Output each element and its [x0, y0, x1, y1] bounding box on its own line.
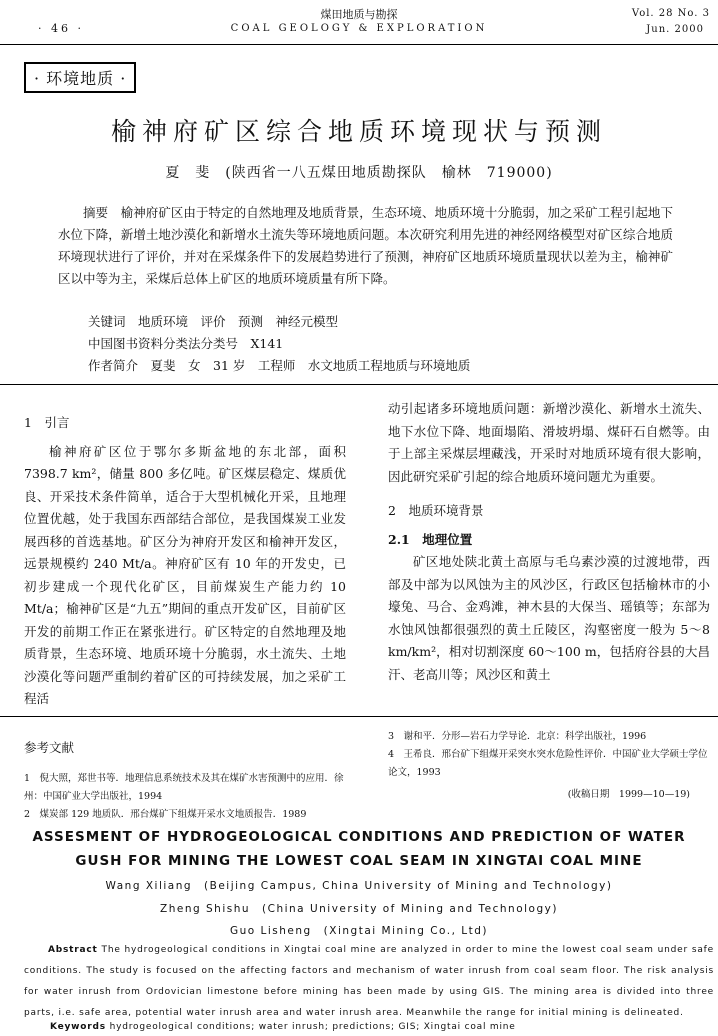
section-label: · 环境地质 ·: [24, 62, 136, 93]
left-column: [24, 412, 346, 711]
references-left: [24, 770, 354, 824]
heading-geo-background: 2 地质环境背景: [388, 503, 484, 518]
english-author-2: Zheng Shishu (China University of Mining and Technology): [160, 903, 558, 915]
english-author-3: Guo Lisheng (Xingtai Mining Co., Ltd): [229, 925, 489, 937]
journal-title-en: COAL GEOLOGY & EXPLORATION: [230, 23, 488, 34]
right-column: [388, 398, 710, 686]
intro-paragraph: 榆神府矿区位于鄂尔多斯盆地的东北部，面积 7398.7 km²，储量 800 多亿吨。矿区煤层稳定、煤质优良、开采技术条件简单，适合于大型机械化开采，且地理位置优越，处于我国东西部结合部位，是我国煤炭工业发展西移的首选基地。矿区分为神府开发区和榆神开发区，远景规模约 240 Mt/a。神府矿区有 10 年的开发史，已初步建成一个现代化矿区，目前煤炭生产能力约 10 Mt/a；榆神矿区是“九五”期间的重点开发矿区，目前矿区开发的前期工作正在紧张进行。矿区特定的自然地理及地质背景，生态环境、地质环境十分脆弱，水土流失、土地沙漠化等问题严重制约着矿区的可持续发展，加之采矿工程活: [24, 443, 346, 706]
references-divider: [0, 716, 718, 717]
references-heading: 参考文献: [24, 740, 75, 755]
heading-introduction: 1 引言: [24, 415, 70, 430]
heading-location: 2.1 地理位置: [388, 531, 473, 547]
received-date: (收稿日期 1999—10—19): [567, 789, 690, 800]
english-keywords: [50, 1022, 516, 1032]
english-title-line-2: GUSH FOR MINING THE LOWEST COAL SEAM IN XINGTAI COAL MINE: [75, 853, 643, 869]
classification-number: 中国图书资料分类法分类号 X141: [88, 336, 284, 351]
keywords-cn: 关键词 地质环境 评价 预测 神经元模型: [88, 314, 339, 329]
author-line: 夏 斐 (陕西省一八五煤田地质勘探队 榆林 719000): [165, 165, 553, 181]
paper-title: 榆神府矿区综合地质环境现状与预测: [110, 117, 607, 146]
reference-item: 3 谢和平．分形—岩石力学导论．北京：科学出版社，1996: [388, 731, 647, 742]
running-header: [0, 0, 718, 45]
english-title-line-1: ASSESMENT OF HYDROGEOLOGICAL CONDITIONS AND PREDICTION OF WATER: [32, 829, 686, 845]
abstract-label: Abstract: [48, 945, 98, 955]
page-number: · 46 ·: [38, 22, 84, 35]
volume-number: Vol. 28 No. 3: [631, 8, 710, 19]
right-paragraph-2: 矿区地处陕北黄土高原与毛乌素沙漠的过渡地带，西部及中部为以风蚀为主的风沙区，行政区包括榆林市的小壕兔、马合、金鸡滩，神木县的大保当、瑶镇等；东部为水蚀风蚀都很强烈的黄土丘陵区，沟壑密度一般为 5～8 km/km²，相对切割深度 60～100 m，包括府谷县的大昌汗、老高川等；风沙区和黄土: [388, 554, 710, 682]
author-bio: 作者简介 夏斐 女 31 岁 工程师 水文地质工程地质与环境地质: [88, 358, 471, 373]
right-paragraph-1: 动引起诸多环境地质问题：新增沙漠化、新增水土流失、地下水位下降、地面塌陷、滑坡坍塌、煤矸石自燃等。由于上部主采煤层埋藏浅，开采时对地质环境有很大影响，因此研究采矿引起的综合地质环境问题尤为重要。: [388, 401, 710, 484]
issue-date: Jun. 2000: [646, 24, 704, 35]
keywords-label: Keywords: [50, 1022, 106, 1032]
reference-item: 2 煤炭部 129 地质队．邢台煤矿下组煤开采水文地质报告．1989: [24, 809, 307, 820]
references-right: [388, 728, 710, 804]
keywords-text: hydrogeological conditions; water inrush; predictions; GIS; Xingtai coal mine: [109, 1022, 516, 1032]
english-author-1: Wang Xiliang (Beijing Campus, China University of Mining and Technology): [105, 880, 613, 892]
english-abstract: [24, 940, 714, 1024]
reference-item: 1 倪大照，郑世书等．地理信息系统技术及其在煤矿水害预测中的应用．徐州：中国矿业大学出版社，1994: [24, 773, 344, 802]
section-divider: [0, 384, 718, 385]
journal-title-cn: 煤田地质与勘探: [320, 8, 398, 21]
abstract-text: The hydrogeological conditions in Xingtai coal mine are analyzed in order to mine the lowest coal seam under safe conditions. The study is focused on the affecting factors and mechanism of water inrush from coal seam floor. The risk analysis for water inrush from Ordovician limestone before mining has been made by using GIS. The mining area is divided into three parts, i.e. safe area, potential water inrush area and water inrush area. Meanwhile the range for initial mining is delineated.: [24, 945, 714, 1018]
abstract-cn: 摘要 榆神府矿区由于特定的自然地理及地质背景，生态环境、地质环境十分脆弱，加之采矿工程引起地下水位下降，新增土地沙漠化和新增水土流失等环境地质问题。本次研究利用先进的神经网络模型对矿区综合地质环境现状进行了评价，并对在采煤条件下的发展趋势进行了预测，神府矿区地质环境质量现状以差为主，榆神矿区以中等为主，采煤后总体上矿区的地质环境质量有所下降。: [58, 205, 673, 286]
reference-item: 4 王希良．邢台矿下组煤开采突水突水危险性评价．中国矿业大学硕士学位论文，1993: [388, 749, 708, 778]
